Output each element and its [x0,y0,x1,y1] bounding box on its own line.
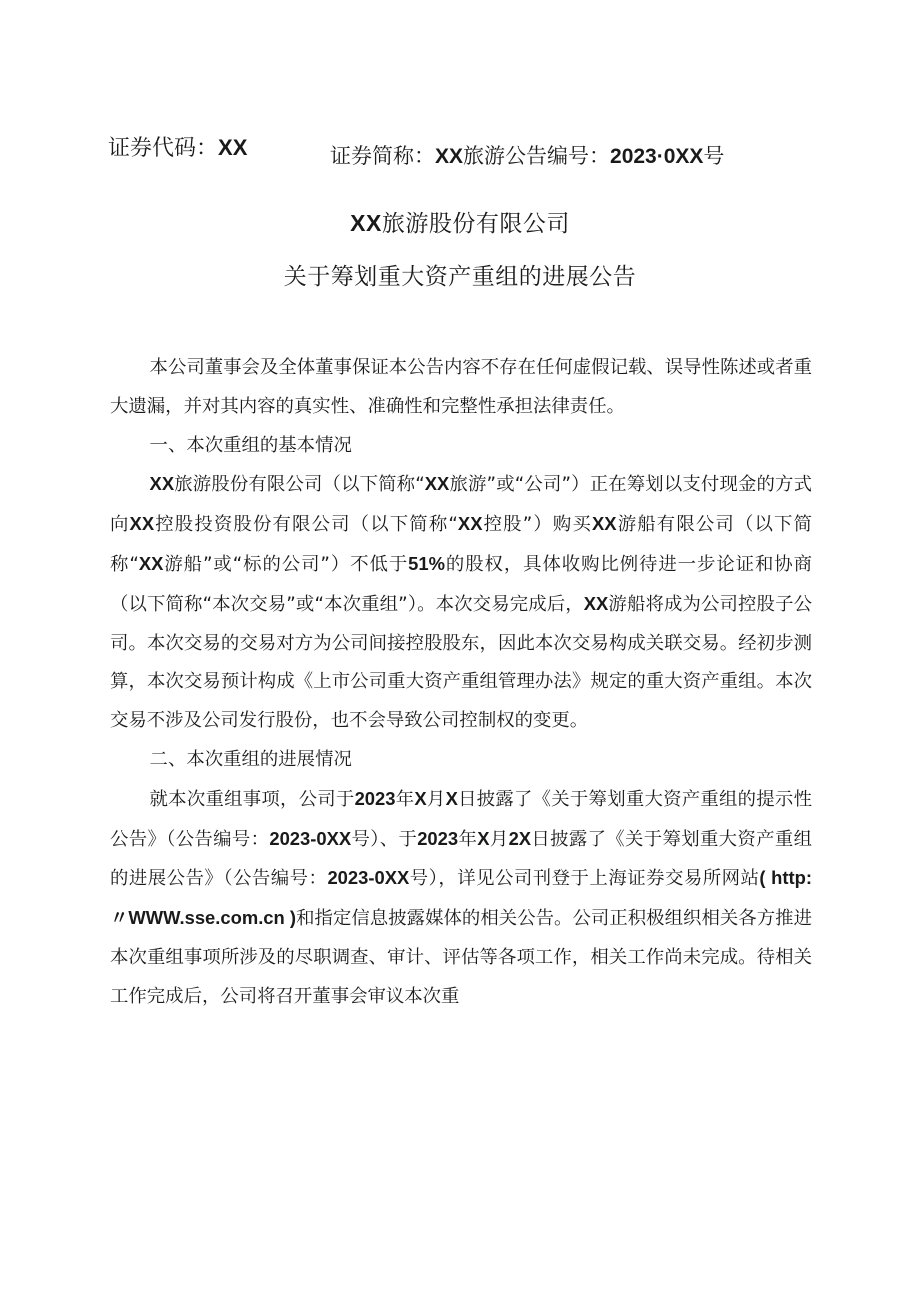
section1-paragraph: XX旅游股份有限公司（以下简称“XX旅游”或“公司”）正在筹划以支付现金的方式向XX控股投资股份有限公司（以下简称“XX控股”）购买XX游船有限公司（以下简称“XX游船”或“标的公司”）不低于51%的股权，具体收购比例待进一步论证和协商（以下简称“本次交易”或“本次重组”）。本次交易完成后，XX游船将成为公司控股子公司。本次交易的交易对方为公司间接控股股东，因此本次交易构成关联交易。经初步测算，本次交易预计构成《上市公司重大资产重组管理办法》规定的重大资产重组。本次交易不涉及公司发行股份，也不会导致公司控制权的变更。 [110,473,812,732]
section-heading-basic-situation: 一、本次重组的基本情况 [149,434,352,456]
section-heading-progress: 二、本次重组的进展情况 [149,748,352,770]
section2-paragraph: 就本次重组事项，公司于2023年X月X日披露了《关于筹划重大资产重组的提示性公告》（公告编号：2023-0XX号）、于2023年X月2X日披露了《关于筹划重大资产重组的进展公告》（公告编号：2023-0XX号），详见公司刊登于上海证券交易所网站( http:〃WWW.sse.com.cn )和指定信息披露媒体的相关公告。公司正积极组织相关各方推进本次重组事项所涉及的尽职调查、审计、评估等各项工作，相关工作尚未完成。待相关工作完成后，公司将召开董事会审议本次重 [110,787,812,1007]
security-abbr-and-notice-no [330,136,724,177]
notice-no-label: 旅游公告编号： [463,144,611,168]
security-abbr-value: XX [435,145,464,168]
company-name-text: 旅游股份有限公司 [381,211,570,237]
security-code-value: XX [218,135,248,160]
notice-no-value: 2023·0XX [610,145,704,168]
security-code [108,128,247,169]
security-abbr-label: 证券简称： [330,144,435,168]
company-name-prefix: XX [350,210,382,236]
announcement-title: 关于筹划重大资产重组的进展公告 [283,264,637,290]
announcement-body [110,349,812,1017]
notice-no-suffix: 号 [703,144,725,168]
security-code-label: 证券代码： [108,136,219,161]
header-line [108,128,820,168]
company-name-title [0,205,920,238]
sse-website-link: ( http:〃WWW.sse.com.cn ) [110,867,812,929]
board-statement-paragraph: 本公司董事会及全体董事保证本公告内容不存在任何虚假记载、误导性陈述或者重大遗漏，并对其内容的真实性、准确性和完整性承担法律责任。 [110,357,812,417]
